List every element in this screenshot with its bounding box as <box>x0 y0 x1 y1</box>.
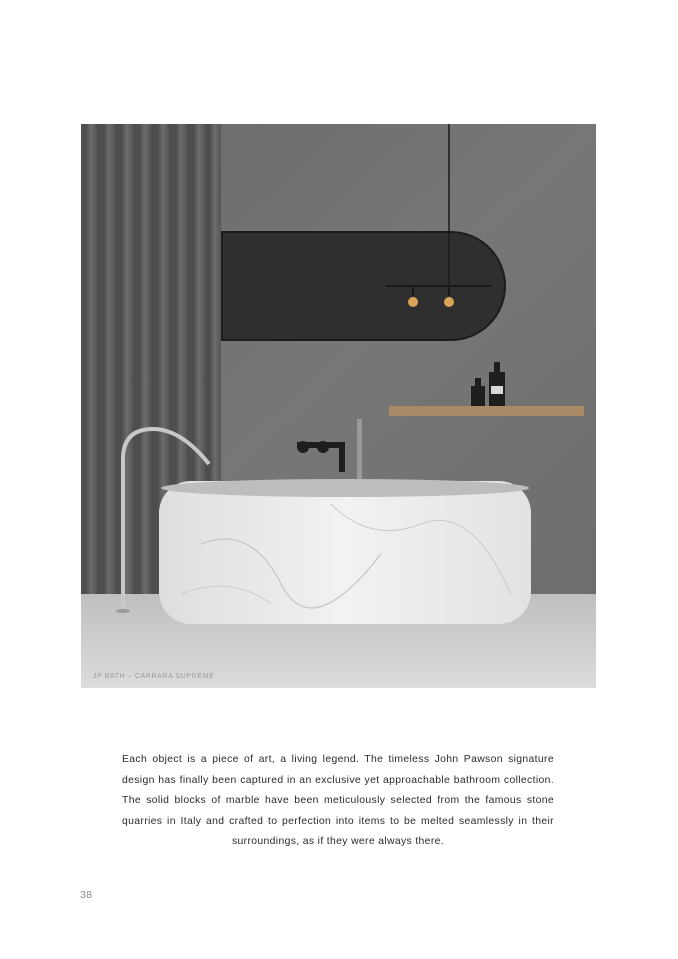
body-paragraph: Each object is a piece of art, a living legend. The timeless John Pawson signature design has finally been captured in an exclusive yet approachable bathroom collection. The solid blocks of marble have been meticulously selected from the famous stone quarries in Italy and crafted to perfection into items to be melted seamlessly in their surroundings, as if they were always there. <box>122 754 554 848</box>
page-number: 38 <box>80 889 93 901</box>
marble-bathtub <box>159 479 531 624</box>
photo-caption: JP BATH – CARRARA SUPREME <box>93 673 215 680</box>
bathroom-scene <box>81 124 596 688</box>
product-photo <box>81 124 596 688</box>
